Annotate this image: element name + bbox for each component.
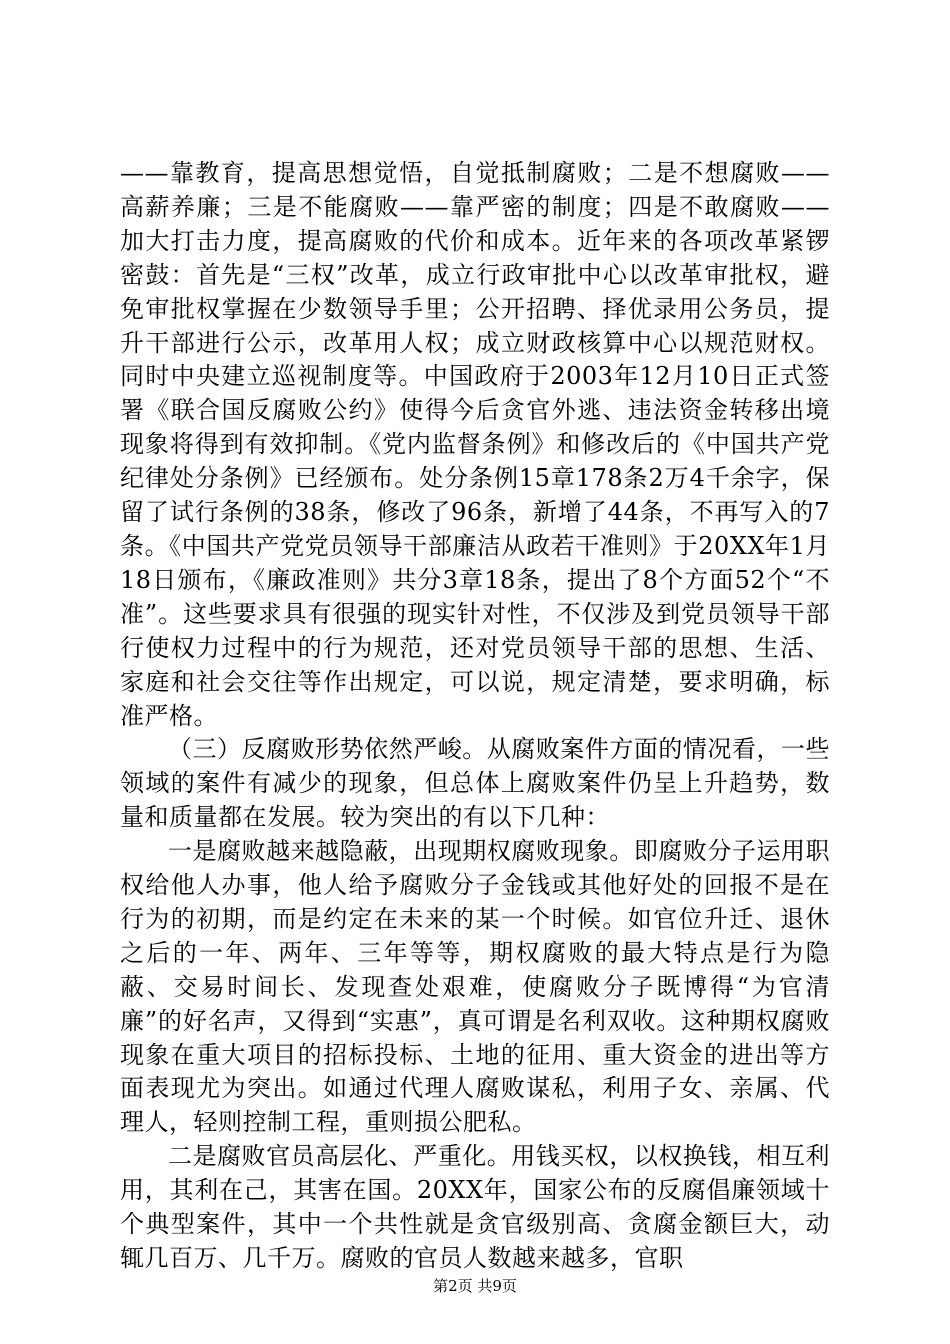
paragraph-4: 二是腐败官员高层化、严重化。用钱买权，以权换钱，相互利用，其利在己，其害在国。20XX年，国家公布的反腐倡廉领域十个典型案件，其中一个共性就是贪官级别高、贪腐金额巨大，动辄几百万、几千万。腐败的官员人数越来越多，官职 [120,1142,830,1272]
document-body [120,157,830,1276]
paragraph-1: ——靠教育，提高思想觉悟，自觉抵制腐败；二是不想腐败——高薪养廉；三是不能腐败——靠严密的制度；四是不敢腐败——加大打击力度，提高腐败的代价和成本。近年来的各项改革紧锣密鼓：首先是“三权”改革，成立行政审批中心以改革审批权，避免审批权掌握在少数领导手里；公开招聘、择优录用公务员，提升干部进行公示，改革用人权；成立财政核算中心以规范财权。同时中央建立巡视制度等。中国政府于2003年12月10日正式签署《联合国反腐败公约》使得今后贪官外逃、违法资金转移出境现象将得到有效抑制。《党内监督条例》和修改后的《中国共产党纪律处分条例》已经颁布。处分条例15章178条2万4千余字，保留了试行条例的38条，修改了96条，新增了44条，不再写入的7条。《中国共产党党员领导干部廉洁从政若干准则》于20XX年1月18日颁布，《廉政准则》共分3章18条，提出了8个方面52个“不准”。这些要求具有很强的现实针对性，不仅涉及到党员领导干部行使权力过程中的行为规范，还对党员领导干部的思想、生活、家庭和社会交往等作出规定，可以说，规定清楚，要求明确，标准严格。 [120,159,830,730]
paragraph-2: （三）反腐败形势依然严峻。从腐败案件方面的情况看，一些领域的案件有减少的现象，但总体上腐败案件仍呈上升趋势，数量和质量都在发展。较为突出的有以下几种： [120,735,830,832]
page-number-footer: 第2页 共9页 [433,1277,517,1295]
paragraph-3: 一是腐败越来越隐蔽，出现期权腐败现象。即腐败分子运用职权给他人办事，他人给予腐败分子金钱或其他好处的回报不是在行为的初期，而是约定在未来的某一个时候。如官位升迁、退休之后的一年、两年、三年等等，期权腐败的最大特点是行为隐蔽、交易时间长、发现查处艰难，使腐败分子既博得“为官清廉”的好名声，又得到“实惠”，真可谓是名利双收。这种期权腐败现象在重大项目的招标投标、土地的征用、重大资金的进出等方面表现尤为突出。如通过代理人腐败谋私，利用子女、亲属、代理人，轻则控制工程，重则损公肥私。 [120,837,830,1137]
